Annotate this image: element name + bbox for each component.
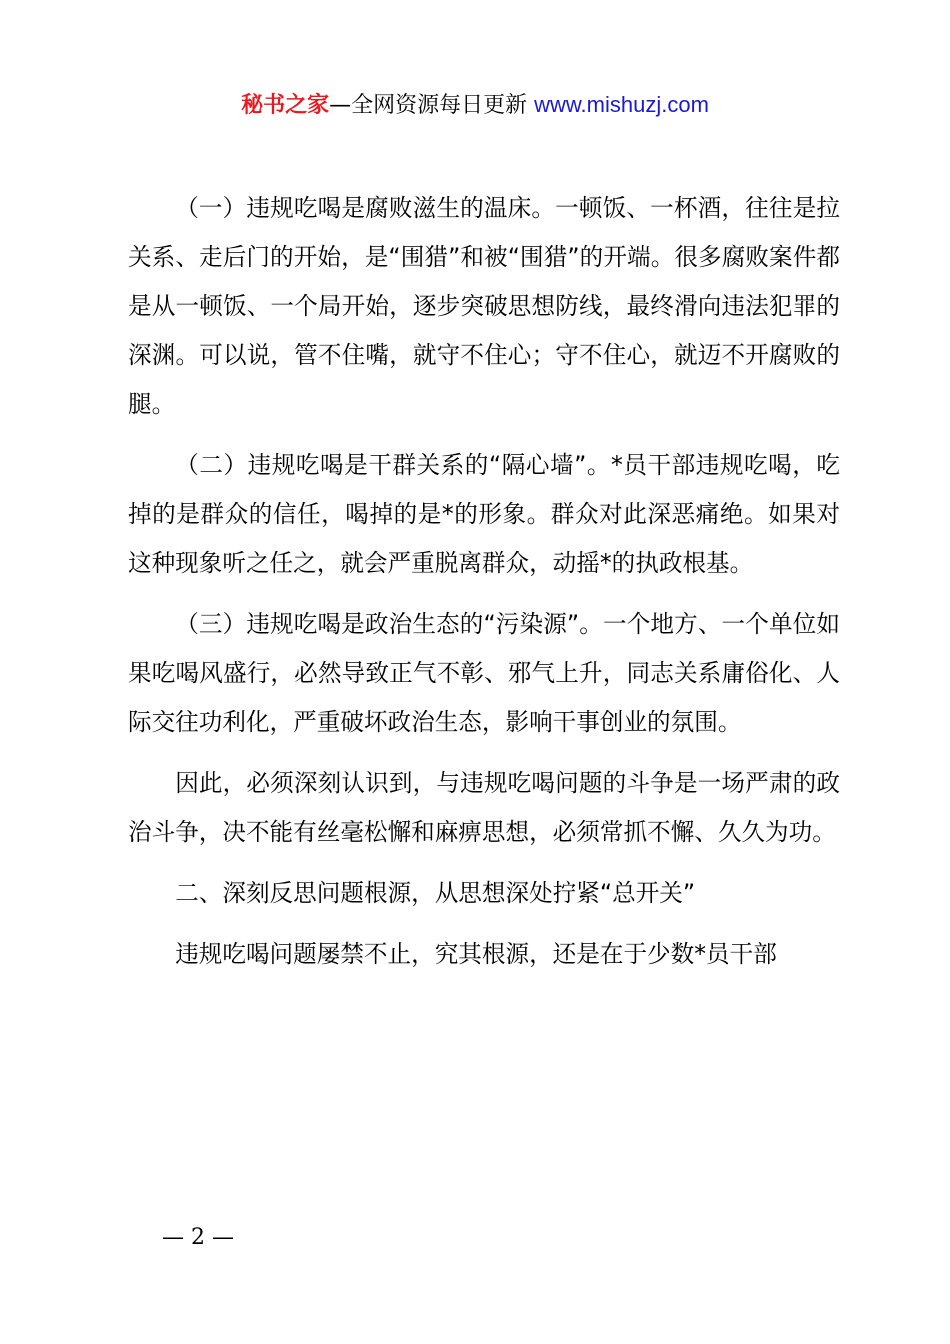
paragraph-point-two: （二）违规吃喝是干群关系的“隔心墙”。*员干部违规吃喝，吃掉的是群众的信任，喝掉的是*的形象。群众对此深恶痛绝。如果对这种现象听之任之，就会严重脱离群众，动摇*的执政根基。	[128, 451, 840, 577]
document-header	[0, 88, 950, 123]
site-url-link[interactable]: www.mishuzj.com	[534, 92, 709, 117]
section-heading-two: 二、深刻反思问题根源，从思想深处拧紧“总开关”	[175, 879, 696, 907]
paragraph-section-two-start: 违规吃喝问题屡禁不止，究其根源，还是在于少数*员干部	[175, 940, 777, 968]
header-slogan: —全网资源每日更新	[329, 93, 535, 118]
paragraph-point-three: （三）违规吃喝是政治生态的“污染源”。一个地方、一个单位如果吃喝风盛行，必然导致正气不彰、邪气上升，同志关系庸俗化、人际交往功利化，严重破坏政治生态，影响干事创业的氛围。	[128, 610, 840, 736]
paragraph-conclusion: 因此，必须深刻认识到，与违规吃喝问题的斗争是一场严肃的政治斗争，决不能有丝毫松懈和麻痹思想，必须常抓不懈、久久为功。	[128, 769, 840, 846]
brand-name: 秘书之家	[241, 93, 330, 118]
document-body	[128, 184, 840, 991]
paragraph-point-one: （一）违规吃喝是腐败滋生的温床。一顿饭、一杯酒，往往是拉关系、走后门的开始，是“围猎”和被“围猎”的开端。很多腐败案件都是从一顿饭、一个局开始，逐步突破思想防线，最终滑向违法犯罪的深渊。可以说，管不住嘴，就守不住心；守不住心，就迈不开腐败的腿。	[128, 194, 840, 418]
page-number: — 2 —	[162, 1225, 234, 1250]
